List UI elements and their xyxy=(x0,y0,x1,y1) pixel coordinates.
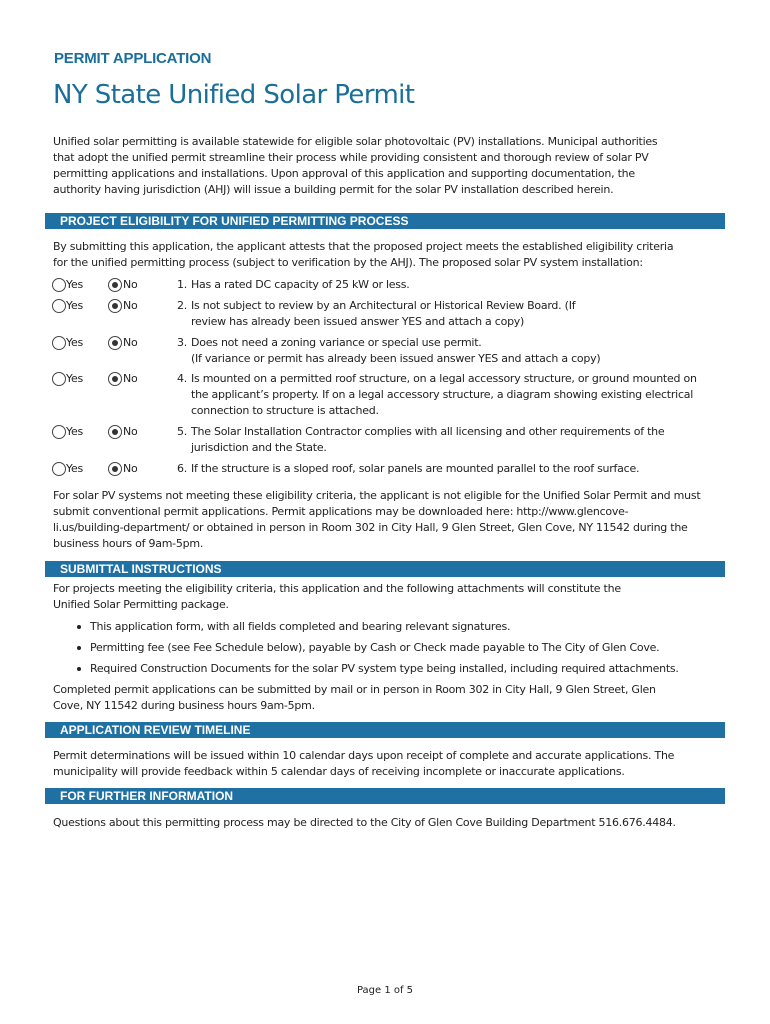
timeline-text xyxy=(53,748,723,780)
criterion-number: 4. xyxy=(177,372,187,385)
section-heading: APPLICATION REVIEW TIMELINE xyxy=(60,723,251,737)
section-bar-further-info xyxy=(45,788,725,804)
no-label: No xyxy=(123,462,138,475)
section-bar-eligibility xyxy=(45,213,725,229)
yes-label: Yes xyxy=(66,336,84,349)
eligibility-outro-line: li.us/building-department/ or obtained in person in Room 302 in City Hall, 9 Glen Street, Glen Cove, NY 11542 during the xyxy=(53,521,688,534)
criterion-line: review has already been issued answer YES and attach a copy) xyxy=(191,315,525,328)
intro-line: authority having jurisdiction (AHJ) will issue a building permit for the solar PV installation described herein. xyxy=(53,183,614,196)
yes-radio[interactable] xyxy=(52,372,66,386)
no-label: No xyxy=(123,299,138,312)
document-title: NY State Unified Solar Permit xyxy=(53,80,415,110)
criterion-number: 6. xyxy=(177,462,187,475)
criterion-line: connection to structure is attached. xyxy=(191,404,379,417)
criterion-text xyxy=(177,371,707,419)
no-radio[interactable] xyxy=(108,299,122,313)
criterion-line: The Solar Installation Contractor complies with all licensing and other requirements of the xyxy=(191,425,665,438)
list-item: Required Construction Documents for the solar PV system type being installed, including required attachments. xyxy=(75,661,715,682)
yes-radio[interactable] xyxy=(52,299,66,313)
submittal-outro-line: Cove, NY 11542 during business hours 9am-5pm. xyxy=(53,699,315,712)
eligibility-outro-line: submit conventional permit applications. Permit applications may be downloaded here: http://www.glencove- xyxy=(53,505,629,518)
intro-line: Unified solar permitting is available statewide for eligible solar photovoltaic (PV) installations. Municipal authorities xyxy=(53,135,658,148)
list-item: Permitting fee (see Fee Schedule below), payable by Cash or Check made payable to The City of Glen Cove. xyxy=(75,640,715,661)
section-bar-submittal xyxy=(45,561,725,577)
further-info-line: Questions about this permitting process may be directed to the City of Glen Cove Building Department 516.676.4484. xyxy=(53,816,676,829)
page-number: Page 1 of 5 xyxy=(356,985,414,996)
criterion-line: Is mounted on a permitted roof structure, on a legal accessory structure, or ground mounted on xyxy=(191,372,697,385)
criterion-text xyxy=(177,461,707,477)
criterion-text xyxy=(177,424,707,456)
no-radio[interactable] xyxy=(108,425,122,439)
criterion-number: 3. xyxy=(177,336,187,349)
criterion-text xyxy=(177,298,707,330)
submittal-intro-line: Unified Solar Permitting package. xyxy=(53,598,229,611)
criterion-line: Does not need a zoning variance or special use permit. xyxy=(191,336,482,349)
intro-line: that adopt the unified permit streamline their process while providing consistent and thorough review of solar PV xyxy=(53,151,649,164)
yes-label: Yes xyxy=(66,278,84,291)
eligibility-outro-line: For solar PV systems not meeting these eligibility criteria, the applicant is not eligible for the Unified Solar Permit and must xyxy=(53,489,701,502)
submittal-intro xyxy=(53,581,723,613)
eligibility-outro xyxy=(53,488,723,552)
submittal-outro xyxy=(53,682,723,714)
criterion-number: 5. xyxy=(177,425,187,438)
eligibility-intro-line: By submitting this application, the applicant attests that the proposed project meets the established eligibility criteria xyxy=(53,240,674,253)
criterion-number: 1. xyxy=(177,278,187,291)
criterion-line: Has a rated DC capacity of 25 kW or less. xyxy=(191,278,410,291)
submittal-intro-line: For projects meeting the eligibility criteria, this application and the following attachments will constitute the xyxy=(53,582,621,595)
yes-radio[interactable] xyxy=(52,462,66,476)
yes-label: Yes xyxy=(66,462,84,475)
no-label: No xyxy=(123,278,138,291)
criterion-text xyxy=(177,277,707,293)
criterion-text xyxy=(177,335,707,367)
yes-radio[interactable] xyxy=(52,336,66,350)
criterion-line: jurisdiction and the State. xyxy=(191,441,327,454)
yes-label: Yes xyxy=(66,425,84,438)
eligibility-outro-line: business hours of 9am-5pm. xyxy=(53,537,204,550)
no-label: No xyxy=(123,425,138,438)
no-radio[interactable] xyxy=(108,462,122,476)
document-kicker: PERMIT APPLICATION xyxy=(54,50,212,67)
timeline-line: Permit determinations will be issued within 10 calendar days upon receipt of complete and accurate applications. The xyxy=(53,749,675,762)
no-radio[interactable] xyxy=(108,278,122,292)
eligibility-intro xyxy=(53,239,723,271)
criterion-number: 2. xyxy=(177,299,187,312)
section-heading: FOR FURTHER INFORMATION xyxy=(60,789,234,803)
criterion-line: (If variance or permit has already been issued answer YES and attach a copy) xyxy=(191,352,601,365)
intro-line: permitting applications and installations. Upon approval of this application and supporting documentation, the xyxy=(53,167,635,180)
criterion-line: Is not subject to review by an Architectural or Historical Review Board. (If xyxy=(191,299,576,312)
section-heading: PROJECT ELIGIBILITY FOR UNIFIED PERMITTING PROCESS xyxy=(60,214,409,228)
yes-radio[interactable] xyxy=(52,278,66,292)
criterion-line: the applicant’s property. If on a legal accessory structure, a diagram showing existing electrical xyxy=(191,388,694,401)
list-item: This application form, with all fields completed and bearing relevant signatures. xyxy=(75,619,715,640)
intro-paragraph xyxy=(53,134,723,198)
section-heading: SUBMITTAL INSTRUCTIONS xyxy=(60,562,222,576)
section-bar-timeline xyxy=(45,722,725,738)
submittal-bullet-list xyxy=(75,619,715,682)
no-radio[interactable] xyxy=(108,372,122,386)
no-label: No xyxy=(123,336,138,349)
further-info-text xyxy=(53,815,723,831)
criterion-line: If the structure is a sloped roof, solar panels are mounted parallel to the roof surface. xyxy=(191,462,640,475)
yes-label: Yes xyxy=(66,299,84,312)
yes-label: Yes xyxy=(66,372,84,385)
no-radio[interactable] xyxy=(108,336,122,350)
yes-radio[interactable] xyxy=(52,425,66,439)
timeline-line: municipality will provide feedback within 5 calendar days of receiving incomplete or inaccurate applications. xyxy=(53,765,625,778)
eligibility-intro-line: for the unified permitting process (subject to verification by the AHJ). The proposed solar PV system installation: xyxy=(53,256,643,269)
submittal-outro-line: Completed permit applications can be submitted by mail or in person in Room 302 in City Hall, 9 Glen Street, Glen xyxy=(53,683,656,696)
no-label: No xyxy=(123,372,138,385)
